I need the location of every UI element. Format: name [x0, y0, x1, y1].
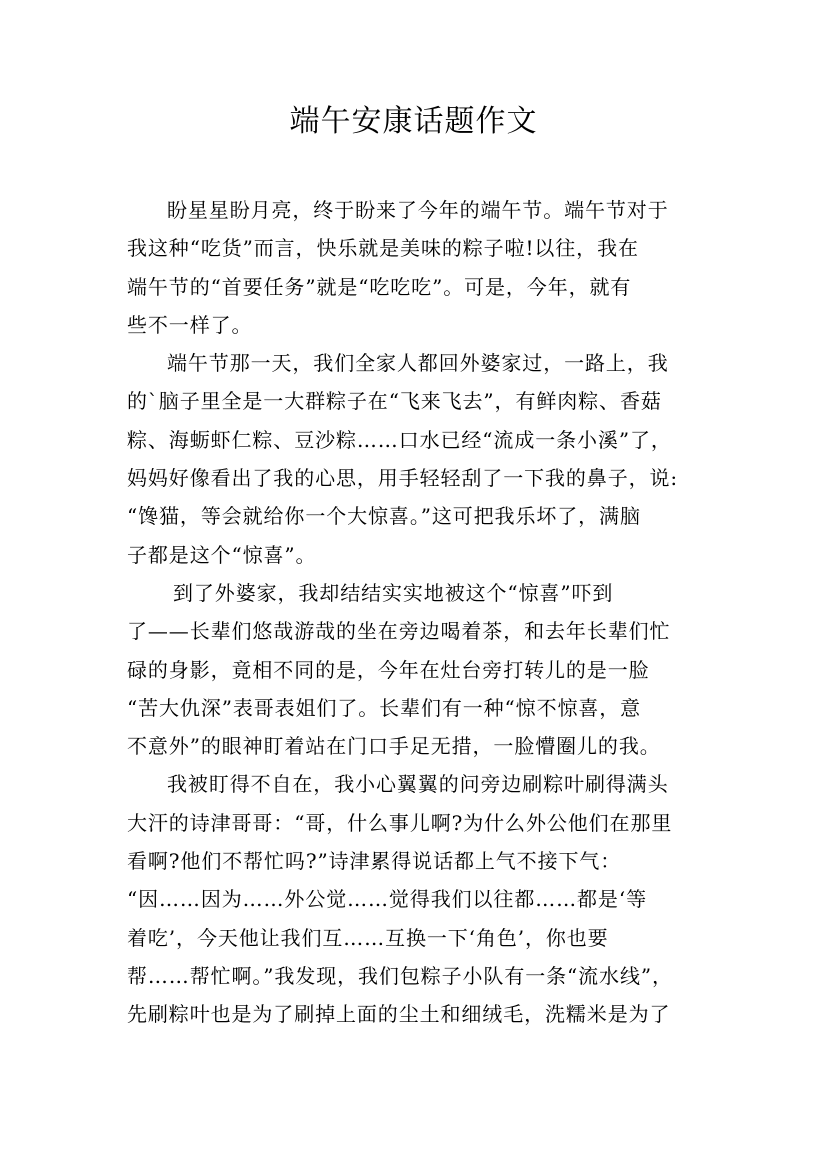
paragraph-2-line-5: “馋猫，等会就给你一个大惊喜。”这可把我乐坏了，满脑 [127, 504, 641, 529]
document-title: 端午安康话题作文 [289, 104, 538, 139]
document-body [127, 191, 717, 1034]
paragraph-2-line-1: 端午节那一天，我们全家人都回外婆家过，一路上，我 [167, 351, 669, 376]
paragraph-4-line-4: “因……因为……外公觉……觉得我们以往都……都是‘等 [127, 887, 647, 912]
paragraph-3-line-2: 了——长辈们悠哉游哉的坐在旁边喝着茶，和去年长辈们忙 [127, 619, 671, 644]
paragraph-3-line-1: 到了外婆家，我却结结实实地被这个“惊喜”吓到 [173, 580, 614, 605]
paragraph-3-line-4: “苦大仇深”表哥表姐们了。长辈们有一种“惊不惊喜，意 [127, 695, 642, 720]
paragraph-2-line-3: 粽、海蛎虾仁粽、豆沙粽……口水已经“流成一条小溪”了， [127, 427, 672, 452]
paragraph-4-line-5: 着吃’，今天他让我们互……互换一下‘角色’，你也要 [127, 925, 609, 950]
paragraph-2-line-6: 子都是这个“惊喜”。 [127, 542, 317, 567]
paragraph-1-line-2: 我这种“吃货”而言，快乐就是美味的粽子啦!以往，我在 [127, 236, 639, 261]
paragraph-2-line-4: 妈妈好像看出了我的心思，用手轻轻刮了一下我的鼻子，说: [127, 466, 679, 491]
paragraph-3-line-5: 不意外”的眼神盯着站在门口手足无措，一脸懵圈儿的我。 [127, 734, 661, 759]
paragraph-1-line-1: 盼星星盼月亮，终于盼来了今年的端午节。端午节对于 [167, 198, 669, 222]
paragraph-1-line-4: 些不一样了。 [127, 312, 253, 337]
paragraph-4-line-7: 先刷粽叶也是为了刷掉上面的尘土和细绒毛，洗糯米是为了 [127, 1002, 671, 1027]
paragraph-2-line-2: 的`脑子里全是一大群粽子在“飞来飞去”，有鲜肉粽、香菇 [127, 389, 662, 414]
paragraph-4-line-6: 帮……帮忙啊。”我发现，我们包粽子小队有一条“流水线”， [127, 963, 673, 988]
paragraph-4-line-3: 看啊?他们不帮忙吗?”诗津累得说话都上气不接下气： [127, 849, 622, 874]
paragraph-3-line-3: 碌的身影，竟相不同的是，今年在灶台旁打转儿的是一脸 [127, 657, 650, 682]
paragraph-1-line-3: 端午节的“首要任务”就是“吃吃吃”。可是，今年，就有 [127, 274, 632, 299]
paragraph-4-line-2: 大汗的诗津哥哥：“哥，什么事儿啊?为什么外公他们在那里 [127, 810, 673, 835]
paragraph-4-line-1: 我被盯得不自在，我小心翼翼的问旁边刷粽叶刷得满头 [167, 772, 669, 797]
